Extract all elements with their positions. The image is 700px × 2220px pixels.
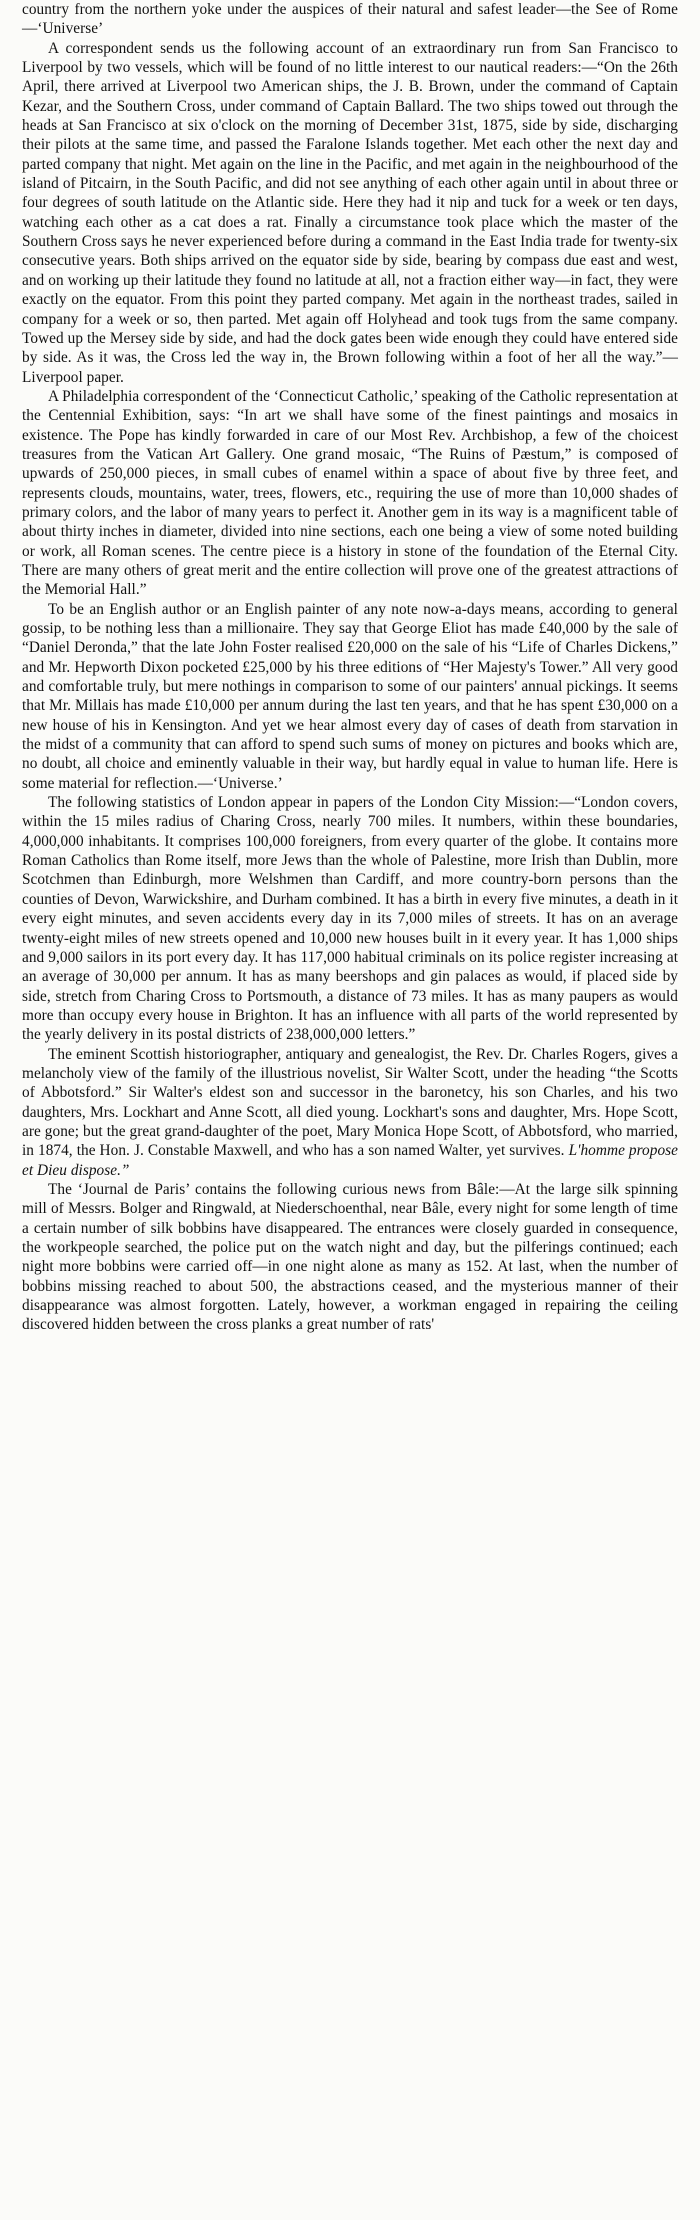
paragraph-london-statistics: The following statistics of London appear in papers of the London City Mission:—“London covers, within the 15 miles radius of Charing Cross, nearly 700 miles. It numbers, within these boundaries, 4,000,000 inhabitants. It comprises 100,000 foreigners, from every quarter of the globe. It contains more Roman Catholics than Rome itself, more Jews than the whole of Palestine, more Irish than Dublin, more Scotchmen than Edinburgh, more Welshmen than Cardiff, and more country-born persons than the counties of Devon, Warwickshire, and Durham combined. It has a birth in every five minutes, a death in it every eight minutes, and seven accidents every day in its 7,000 miles of streets. It has on an average twenty-eight miles of new streets opened and 10,000 new houses built in it every year. It has 1,000 ships and 9,000 sailors in its port every day. It has 117,000 habitual criminals on its police register increasing at an average of 30,000 per annum. It has as many beershops and gin palaces as would, if placed side by side, stretch from Charing Cross to Portsmouth, a distance of 73 miles. It has as many paupers as would more than occupy every house in Brighton. It has an influence with all parts of the world represented by the yearly delivery in its postal districts of 238,000,000 letters.”: [22, 794, 678, 1044]
paragraph-bale-bobbins: The ‘Journal de Paris’ contains the following curious news from Bâle:—At the large silk spinning mill of Messrs. Bolger and Ringwald, at Niederschoenthal, near Bâle, every night for some length of time a certain number of silk bobbins have disappeared. The entrances were closely guarded in consequence, the workpeople searched, the police put on the watch night and day, but the pilferings continued; each night more bobbins were carried off—in one night alone as many as 152. At last, when the number of bobbins missing reached to about 500, the abstractions ceased, and the mysterious manner of their disappearance was almost forgotten. Lately, however, a workman engaged in repairing the ceiling discovered hidden between the cross planks a great number of rats': [22, 1180, 678, 1334]
paragraph-scotts-of-abbotsford: [22, 1045, 678, 1180]
french-motto: L'homme propose et Dieu dispose.”: [22, 1142, 678, 1179]
article-column: [22, 0, 678, 1335]
paragraph-authors-earnings: To be an English author or an English painter of any note now-a-days means, according to general gossip, to be nothing less than a millionaire. They say that George Eliot has made £40,000 by the sale of “Daniel Deronda,” that the late John Foster realised £20,000 on the sale of his “Life of Charles Dickens,” and Mr. Hepworth Dixon pocketed £25,000 by his three editions of “Her Majesty's Tower.” All very good and comfortable truly, but mere nothings in comparison to some of our painters' annual pickings. It seems that Mr. Millais has made £10,000 per annum during the last ten years, and that he has spent £30,000 on a new house of his in Kensington. And yet we hear almost every day of cases of death from starvation in the midst of a community that can afford to spend such sums of money on pictures and books which are, no doubt, all choice and eminently valuable in their way, but hardly equal in value to human life. Here is some material for reflection.—‘Universe.’: [22, 600, 678, 792]
paragraph-vatican-mosaics: A Philadelphia correspondent of the ‘Connecticut Catholic,’ speaking of the Catholic representation at the Centennial Exhibition, says: “In art we shall have some of the finest paintings and mosaics in existence. The Pope has kindly forwarded in care of our Most Rev. Archbishop, a few of the choicest treasures from the Vatican Art Gallery. One grand mosaic, “The Ruins of Pæstum,” is composed of upwards of 250,000 pieces, in small cubes of enamel within a space of about five by three feet, and represents clouds, mountains, water, trees, flowers, etc., requiring the use of more than 10,000 shades of primary colors, and the labor of many years to perfect it. Another gem in its way is a magnificent table of about thirty inches in diameter, divided into nine sections, each one being a view of some noted building or work, all Roman scenes. The centre piece is a history in stone of the foundation of the Eternal City. There are many others of great merit and the entire collection will prove one of the greatest attractions of the Memorial Hall.”: [22, 387, 678, 599]
paragraph-ship-race: A correspondent sends us the following account of an extraordinary run from San Francisco to Liverpool by two vessels, which will be found of no little interest to our nautical readers:—“On the 26th April, there arrived at Liverpool two American ships, the J. B. Brown, under the command of Captain Kezar, and the Southern Cross, under command of Captain Ballard. The two ships towed out through the heads at San Francisco at six o'clock on the morning of December 31st, 1875, side by side, discharging their pilots at the same time, and passed the Faralone Islands together. Met each other the next day and parted company that night. Met again on the line in the Pacific, and met again in the neighbourhood of the island of Pitcairn, in the South Pacific, and did not see anything of each other again until in about three or four degrees of south latitude on the Atlantic side. Here they had it nip and tuck for a week or ten days, watching each other as a cat does a rat. Finally a circumstance took place which the master of the Southern Cross says he never experienced before during a command in the East India trade for twenty-six consecutive years. Both ships arrived on the equator side by side, bearing by compass due east and west, and on working up their latitude they found no latitude at all, not a fraction either way—in fact, they were exactly on the equator. From this point they parted company. Met again in the northeast trades, sailed in company for a week or so, then parted. Met again off Holyhead and took tugs from the same company. Towed up the Mersey side by side, and had the dock gates been wide enough they could have entered side by side. As it was, the Cross led the way in, the Brown following within a foot of her all the way.”—Liverpool paper.: [22, 39, 678, 386]
scotts-text: The eminent Scottish historiographer, antiquary and genealogist, the Rev. Dr. Charles Rogers, gives a melancholy view of the family of the illustrious novelist, Sir Walter Scott, under the heading “the Scotts of Abbotsford.” Sir Walter's eldest son and successor in the baronetcy, his son Charles, and his two daughters, Mrs. Lockhart and Anne Scott, all died young. Lockhart's sons and daughter, Mrs. Hope Scott, are gone; but the great grand-daughter of the poet, Mary Monica Hope Scott, of Abbotsford, who married, in 1874, the Hon. J. Constable Maxwell, and who has a son named Walter, yet survives.: [22, 1045, 678, 1160]
paragraph-continuation: country from the northern yoke under the auspices of their natural and safest leader—the See of Rome—‘Universe’: [22, 1, 678, 38]
